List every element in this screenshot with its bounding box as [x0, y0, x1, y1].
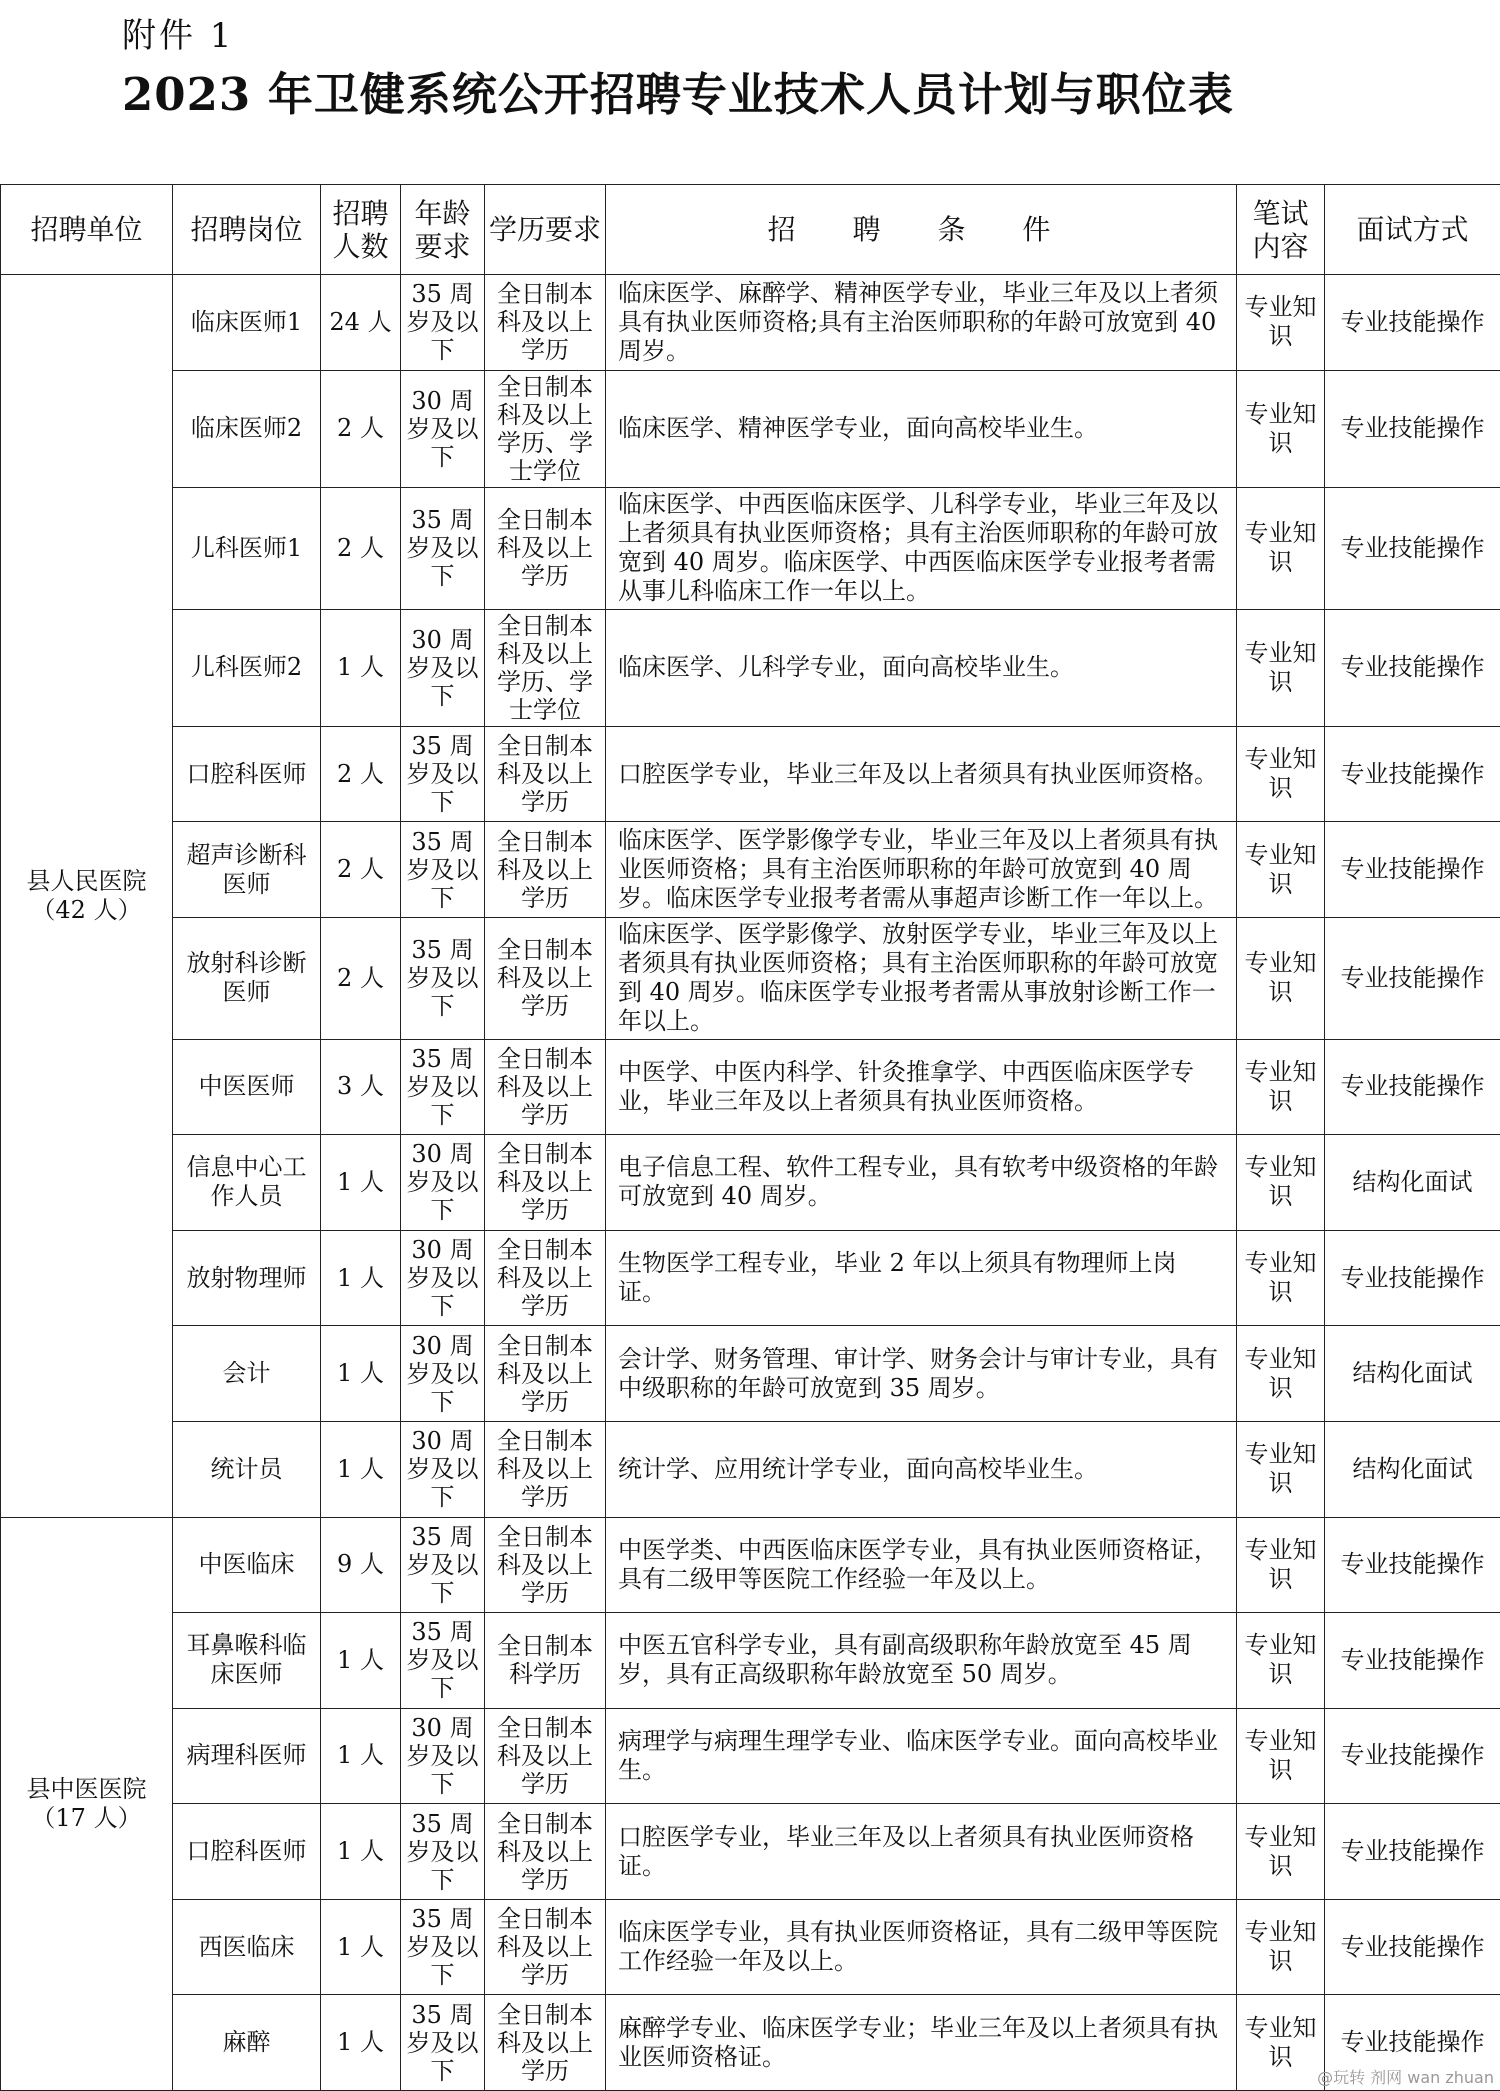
- written-cell: 专业知识: [1237, 1804, 1325, 1900]
- conditions-cell: 中医五官科学专业，具有副高级职称年龄放宽至 45 周岁，具有正高级职称年龄放宽至 50 周岁。: [606, 1613, 1237, 1709]
- table-row: [1, 1135, 1500, 1231]
- written-cell: 专业知识: [1237, 822, 1325, 918]
- age-cell: 35 周岁及以下: [401, 1995, 485, 2091]
- conditions-cell: 中医学、中医内科学、针灸推拿学、中西医临床医学专业，毕业三年及以上者须具有执业医师资格。: [606, 1039, 1237, 1135]
- header-conditions: 招 聘 条 件: [606, 185, 1237, 275]
- position-cell: 耳鼻喉科临床医师: [173, 1613, 321, 1709]
- conditions-cell: 病理学与病理生理学专业、临床医学专业。面向高校毕业生。: [606, 1708, 1237, 1804]
- table-row: [1, 1613, 1500, 1709]
- position-cell: 中医医师: [173, 1039, 321, 1135]
- age-cell: 35 周岁及以下: [401, 1804, 485, 1900]
- education-cell: 全日制本科及以上学历、学士学位: [485, 609, 606, 726]
- interview-cell: 专业技能操作: [1325, 1230, 1500, 1326]
- count-cell: 1 人: [321, 1708, 401, 1804]
- conditions-cell: 会计学、财务管理、审计学、财务会计与审计专业，具有中级职称的年龄可放宽到 35 周岁。: [606, 1326, 1237, 1422]
- age-cell: 30 周岁及以下: [401, 1421, 485, 1517]
- written-cell: 专业知识: [1237, 275, 1325, 371]
- written-cell: 专业知识: [1237, 1995, 1325, 2091]
- annex-label: 附件 1: [122, 16, 235, 56]
- position-cell: 口腔科医师: [173, 1804, 321, 1900]
- education-cell: 全日制本科及以上学历: [485, 1899, 606, 1995]
- conditions-cell: 临床医学、儿科学专业，面向高校毕业生。: [606, 609, 1237, 726]
- written-cell: 专业知识: [1237, 1135, 1325, 1231]
- header-age: 年龄要求: [401, 185, 485, 275]
- age-cell: 35 周岁及以下: [401, 1899, 485, 1995]
- conditions-cell: 临床医学专业，具有执业医师资格证，具有二级甲等医院工作经验一年及以上。: [606, 1899, 1237, 1995]
- count-cell: 2 人: [321, 726, 401, 822]
- header-written: 笔试内容: [1237, 185, 1325, 275]
- education-cell: 全日制本科及以上学历: [485, 487, 606, 609]
- education-cell: 全日制本科及以上学历: [485, 1708, 606, 1804]
- position-cell: 儿科医师1: [173, 487, 321, 609]
- position-cell: 超声诊断科医师: [173, 822, 321, 918]
- written-cell: 专业知识: [1237, 1517, 1325, 1613]
- interview-cell: 专业技能操作: [1325, 487, 1500, 609]
- written-cell: 专业知识: [1237, 1326, 1325, 1422]
- conditions-cell: 生物医学工程专业，毕业 2 年以上须具有物理师上岗证。: [606, 1230, 1237, 1326]
- recruitment-table: [0, 184, 1500, 2091]
- interview-cell: 专业技能操作: [1325, 1517, 1500, 1613]
- conditions-cell: 口腔医学专业，毕业三年及以上者须具有执业医师资格证。: [606, 1804, 1237, 1900]
- education-cell: 全日制本科及以上学历: [485, 1039, 606, 1135]
- age-cell: 30 周岁及以下: [401, 609, 485, 726]
- count-cell: 3 人: [321, 1039, 401, 1135]
- interview-cell: 专业技能操作: [1325, 918, 1500, 1040]
- header-position: 招聘岗位: [173, 185, 321, 275]
- written-cell: 专业知识: [1237, 1613, 1325, 1709]
- conditions-cell: 临床医学、医学影像学、放射医学专业，毕业三年及以上者须具有执业医师资格；具有主治医师职称的年龄可放宽到 40 周岁。临床医学专业报考者需从事放射诊断工作一年以上。: [606, 918, 1237, 1040]
- interview-cell: 专业技能操作: [1325, 1613, 1500, 1709]
- age-cell: 35 周岁及以下: [401, 1517, 485, 1613]
- education-cell: 全日制本科及以上学历: [485, 1804, 606, 1900]
- written-cell: 专业知识: [1237, 726, 1325, 822]
- age-cell: 35 周岁及以下: [401, 726, 485, 822]
- header-education: 学历要求: [485, 185, 606, 275]
- conditions-cell: 口腔医学专业，毕业三年及以上者须具有执业医师资格。: [606, 726, 1237, 822]
- conditions-cell: 电子信息工程、软件工程专业，具有软考中级资格的年龄可放宽到 40 周岁。: [606, 1135, 1237, 1231]
- conditions-cell: 临床医学、中西医临床医学、儿科学专业，毕业三年及以上者须具有执业医师资格；具有主治医师职称的年龄可放宽到 40 周岁。临床医学、中西医临床医学专业报考者需从事儿科临床工作一年以上。: [606, 487, 1237, 609]
- interview-cell: 专业技能操作: [1325, 1995, 1500, 2091]
- education-cell: 全日制本科学历: [485, 1613, 606, 1709]
- education-cell: 全日制本科及以上学历: [485, 1326, 606, 1422]
- interview-cell: 专业技能操作: [1325, 726, 1500, 822]
- table-row: [1, 1326, 1500, 1422]
- table-row: [1, 1230, 1500, 1326]
- interview-cell: 专业技能操作: [1325, 609, 1500, 726]
- written-cell: 专业知识: [1237, 370, 1325, 487]
- count-cell: 1 人: [321, 609, 401, 726]
- watermark: @玩转 剂网 wan zhuan: [1317, 2068, 1494, 2087]
- position-cell: 统计员: [173, 1421, 321, 1517]
- unit-cell: 县中医医院（17 人）: [1, 1517, 173, 2091]
- count-cell: 24 人: [321, 275, 401, 371]
- written-cell: 专业知识: [1237, 609, 1325, 726]
- header-interview: 面试方式: [1325, 185, 1500, 275]
- conditions-cell: 中医学类、中西医临床医学专业，具有执业医师资格证，具有二级甲等医院工作经验一年及以上。: [606, 1517, 1237, 1613]
- table-header-row: [1, 185, 1500, 275]
- interview-cell: 专业技能操作: [1325, 275, 1500, 371]
- table-row: [1, 487, 1500, 609]
- education-cell: 全日制本科及以上学历: [485, 1230, 606, 1326]
- count-cell: 2 人: [321, 822, 401, 918]
- conditions-cell: 统计学、应用统计学专业，面向高校毕业生。: [606, 1421, 1237, 1517]
- count-cell: 1 人: [321, 1995, 401, 2091]
- interview-cell: 专业技能操作: [1325, 370, 1500, 487]
- position-cell: 信息中心工作人员: [173, 1135, 321, 1231]
- count-cell: 2 人: [321, 918, 401, 1040]
- written-cell: 专业知识: [1237, 1039, 1325, 1135]
- position-cell: 病理科医师: [173, 1708, 321, 1804]
- position-cell: 中医临床: [173, 1517, 321, 1613]
- education-cell: 全日制本科及以上学历: [485, 1135, 606, 1231]
- education-cell: 全日制本科及以上学历、学士学位: [485, 370, 606, 487]
- age-cell: 30 周岁及以下: [401, 1708, 485, 1804]
- table-row: [1, 1804, 1500, 1900]
- count-cell: 1 人: [321, 1326, 401, 1422]
- conditions-cell: 麻醉学专业、临床医学专业；毕业三年及以上者须具有执业医师资格证。: [606, 1995, 1237, 2091]
- age-cell: 35 周岁及以下: [401, 1039, 485, 1135]
- table-row: [1, 1899, 1500, 1995]
- age-cell: 35 周岁及以下: [401, 918, 485, 1040]
- table-row: [1, 1421, 1500, 1517]
- position-cell: 口腔科医师: [173, 726, 321, 822]
- table-row: [1, 726, 1500, 822]
- interview-cell: 结构化面试: [1325, 1135, 1500, 1231]
- education-cell: 全日制本科及以上学历: [485, 1995, 606, 2091]
- interview-cell: 专业技能操作: [1325, 1039, 1500, 1135]
- table-row: [1, 370, 1500, 487]
- count-cell: 9 人: [321, 1517, 401, 1613]
- position-cell: 麻醉: [173, 1995, 321, 2091]
- interview-cell: 结构化面试: [1325, 1326, 1500, 1422]
- table-row: [1, 275, 1500, 371]
- age-cell: 35 周岁及以下: [401, 1613, 485, 1709]
- education-cell: 全日制本科及以上学历: [485, 726, 606, 822]
- written-cell: 专业知识: [1237, 487, 1325, 609]
- count-cell: 2 人: [321, 370, 401, 487]
- position-cell: 会计: [173, 1326, 321, 1422]
- position-cell: 临床医师2: [173, 370, 321, 487]
- conditions-cell: 临床医学、精神医学专业，面向高校毕业生。: [606, 370, 1237, 487]
- written-cell: 专业知识: [1237, 1230, 1325, 1326]
- count-cell: 1 人: [321, 1804, 401, 1900]
- interview-cell: 专业技能操作: [1325, 1708, 1500, 1804]
- age-cell: 30 周岁及以下: [401, 1230, 485, 1326]
- table-row: [1, 822, 1500, 918]
- written-cell: 专业知识: [1237, 918, 1325, 1040]
- education-cell: 全日制本科及以上学历: [485, 918, 606, 1040]
- table-row: [1, 1039, 1500, 1135]
- table-row: [1, 1995, 1500, 2091]
- conditions-cell: 临床医学、医学影像学专业，毕业三年及以上者须具有执业医师资格；具有主治医师职称的年龄可放宽到 40 周岁。临床医学专业报考者需从事超声诊断工作一年以上。: [606, 822, 1237, 918]
- age-cell: 30 周岁及以下: [401, 1135, 485, 1231]
- written-cell: 专业知识: [1237, 1421, 1325, 1517]
- position-cell: 临床医师1: [173, 275, 321, 371]
- count-cell: 2 人: [321, 487, 401, 609]
- interview-cell: 专业技能操作: [1325, 822, 1500, 918]
- interview-cell: 结构化面试: [1325, 1421, 1500, 1517]
- education-cell: 全日制本科及以上学历: [485, 1517, 606, 1613]
- position-cell: 放射物理师: [173, 1230, 321, 1326]
- table-row: [1, 1517, 1500, 1613]
- education-cell: 全日制本科及以上学历: [485, 275, 606, 371]
- position-cell: 放射科诊断医师: [173, 918, 321, 1040]
- age-cell: 35 周岁及以下: [401, 487, 485, 609]
- count-cell: 1 人: [321, 1899, 401, 1995]
- count-cell: 1 人: [321, 1421, 401, 1517]
- count-cell: 1 人: [321, 1230, 401, 1326]
- table-row: [1, 1708, 1500, 1804]
- count-cell: 1 人: [321, 1613, 401, 1709]
- conditions-cell: 临床医学、麻醉学、精神医学专业，毕业三年及以上者须具有执业医师资格;具有主治医师职称的年龄可放宽到 40 周岁。: [606, 275, 1237, 371]
- age-cell: 30 周岁及以下: [401, 370, 485, 487]
- written-cell: 专业知识: [1237, 1899, 1325, 1995]
- count-cell: 1 人: [321, 1135, 401, 1231]
- page-title: 2023 年卫健系统公开招聘专业技术人员计划与职位表: [122, 68, 1234, 121]
- age-cell: 30 周岁及以下: [401, 1326, 485, 1422]
- education-cell: 全日制本科及以上学历: [485, 1421, 606, 1517]
- table-row: [1, 609, 1500, 726]
- age-cell: 35 周岁及以下: [401, 822, 485, 918]
- table-row: [1, 918, 1500, 1040]
- header-count: 招聘人数: [321, 185, 401, 275]
- age-cell: 35 周岁及以下: [401, 275, 485, 371]
- position-cell: 儿科医师2: [173, 609, 321, 726]
- written-cell: 专业知识: [1237, 1708, 1325, 1804]
- interview-cell: 专业技能操作: [1325, 1804, 1500, 1900]
- header-unit: 招聘单位: [1, 185, 173, 275]
- education-cell: 全日制本科及以上学历: [485, 822, 606, 918]
- interview-cell: 专业技能操作: [1325, 1899, 1500, 1995]
- position-cell: 西医临床: [173, 1899, 321, 1995]
- unit-cell: 县人民医院（42 人）: [1, 275, 173, 1518]
